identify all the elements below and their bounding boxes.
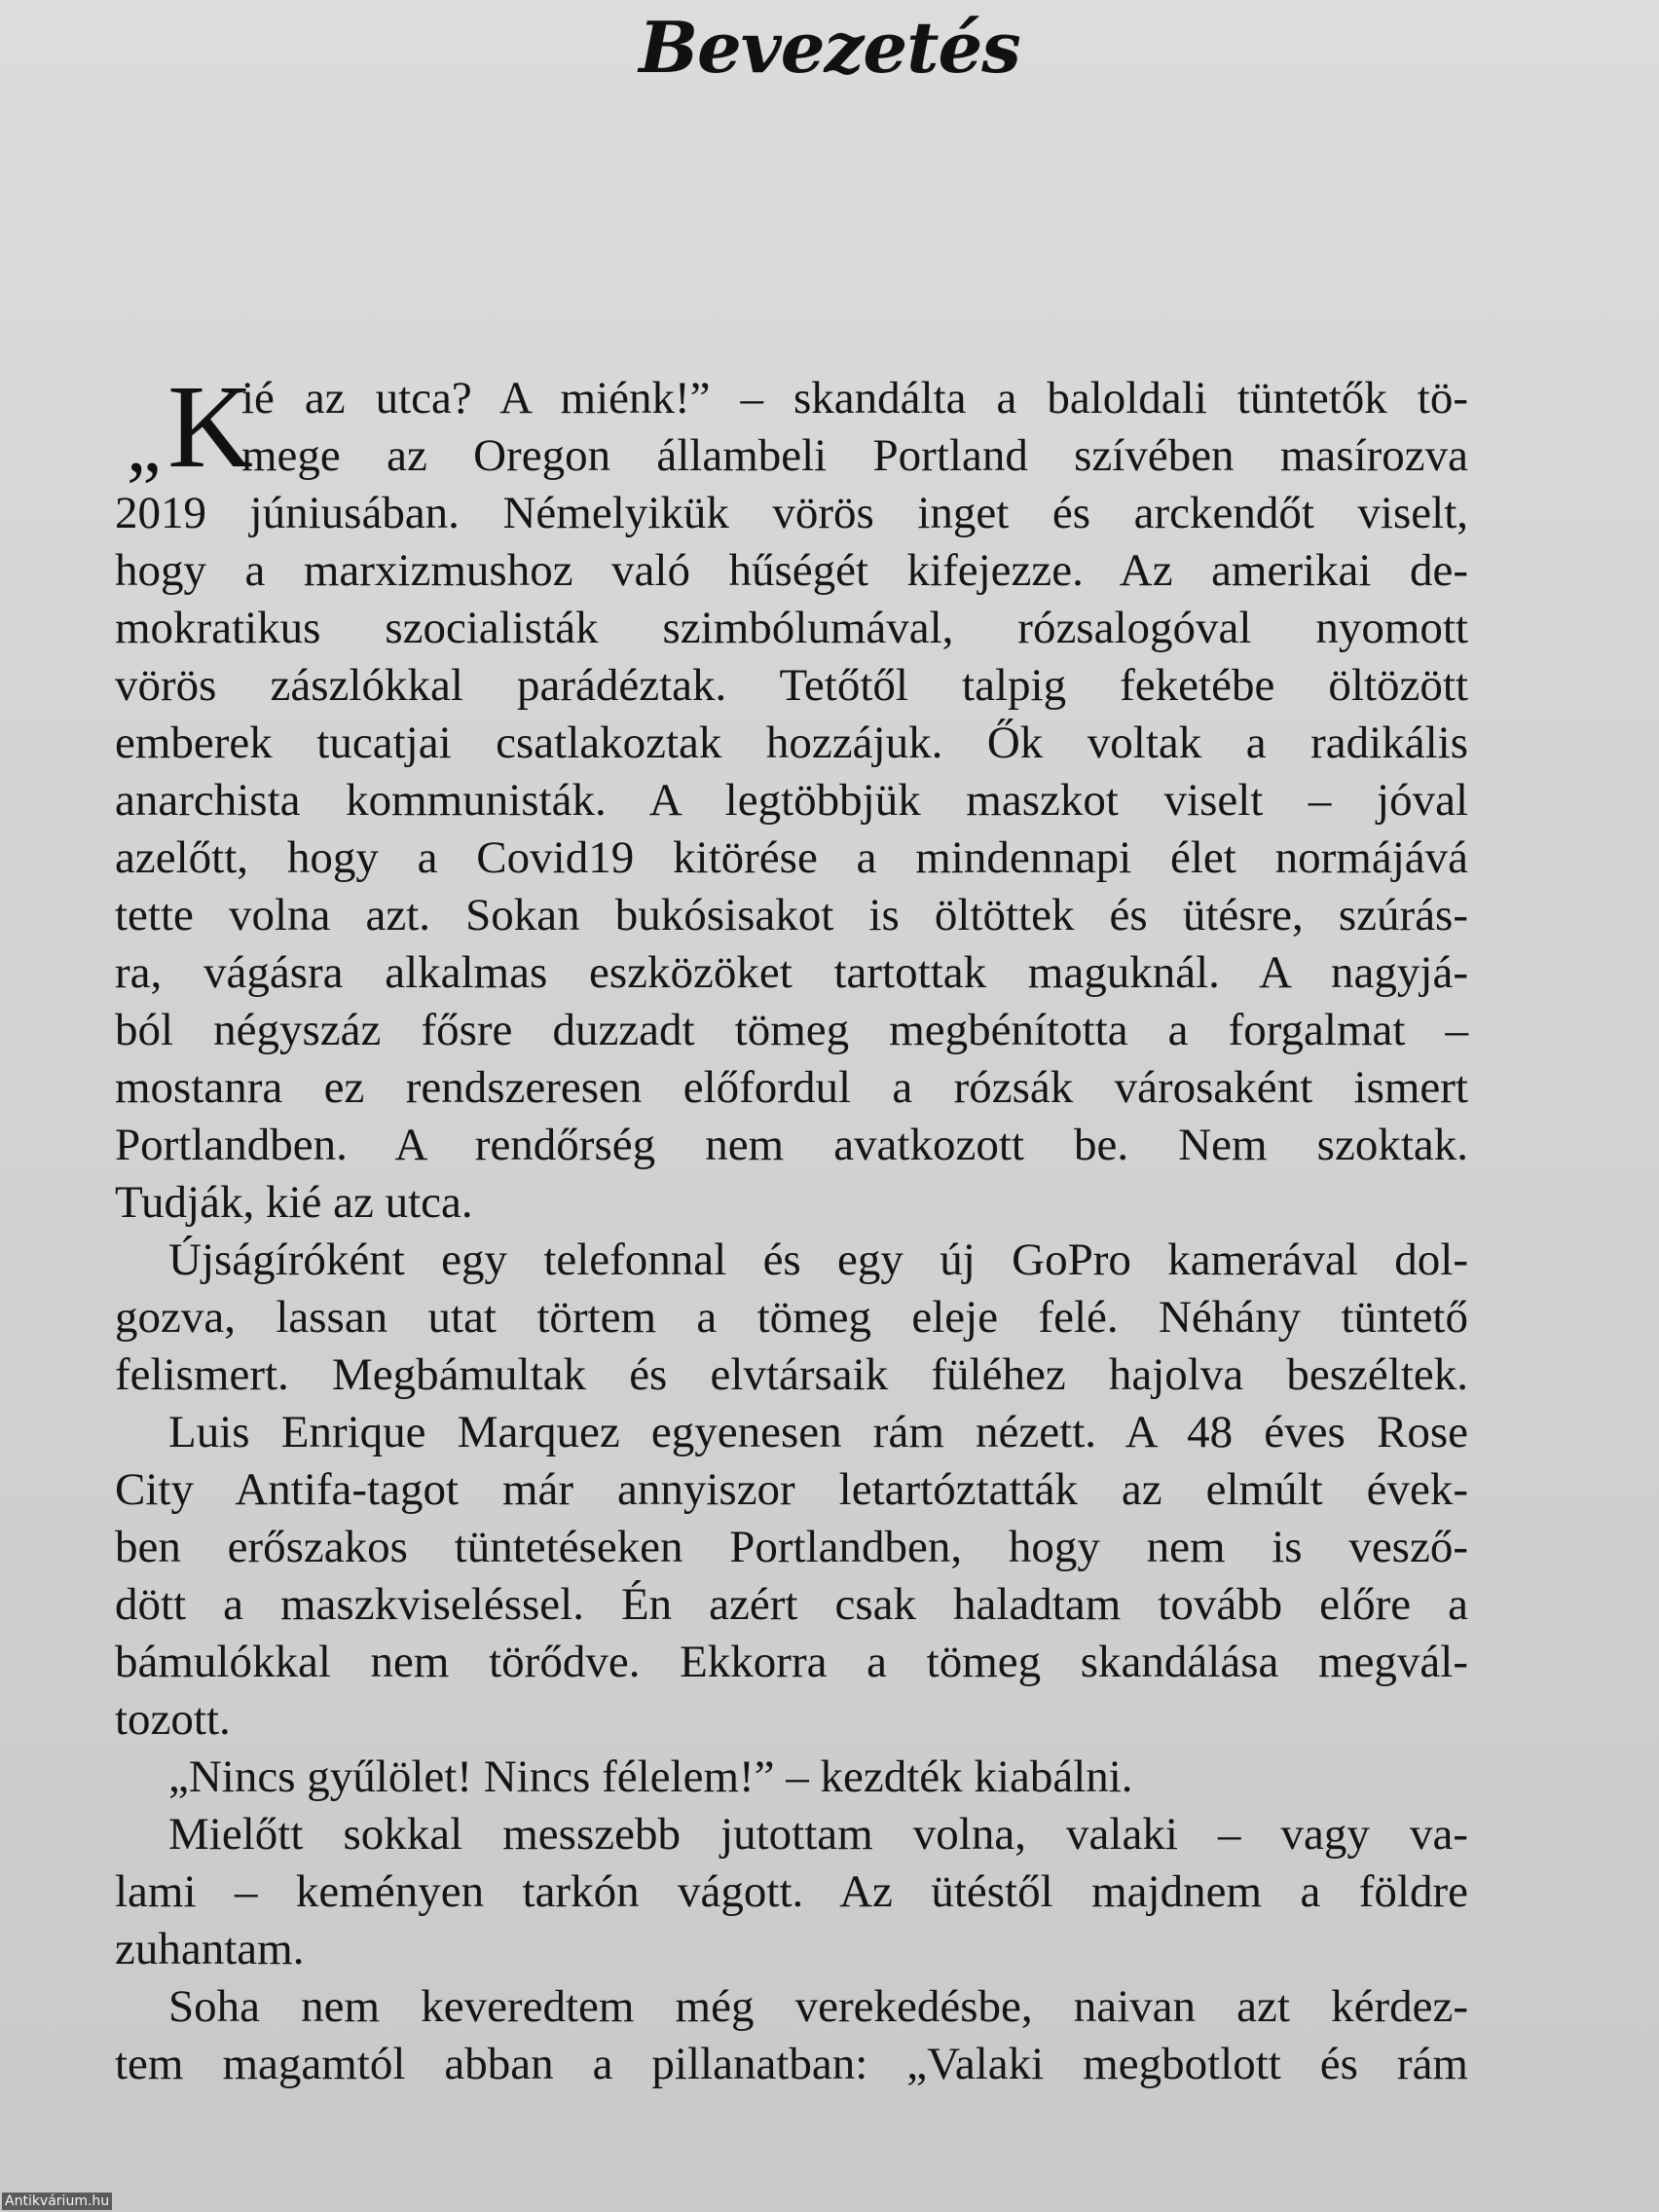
- text-line: hogy a marxizmushoz való hűségét kifejezze. Az amerikai de-: [115, 545, 1468, 596]
- text-line: Portlandben. A rendőrség nem avatkozott be. Nem szoktak.: [115, 1120, 1468, 1170]
- text-line: tette volna azt. Sokan bukósisakot is öltöttek és ütésre, szúrás-: [115, 890, 1468, 940]
- text-line: tem magamtól abban a pillanatban: „Valaki megbotlott és rám: [115, 2039, 1468, 2089]
- text-line: emberek tucatjai csatlakoztak hozzájuk. Ők voltak a radikális: [115, 718, 1468, 768]
- text-line: zuhantam.: [115, 1924, 305, 1974]
- text-line: Mielőtt sokkal messzebb jutottam volna, valaki – vagy va-: [168, 1809, 1468, 1860]
- text-line: 2019 júniusában. Némelyikük vörös inget és arckendőt viselt,: [115, 488, 1468, 538]
- text-line: mostanra ez rendszeresen előfordul a rózsák városaként ismert: [115, 1062, 1468, 1113]
- watermark: Antikvárium.hu: [2, 2193, 112, 2210]
- text-line: Luis Enrique Marquez egyenesen rám nézett. A 48 éves Rose: [168, 1407, 1468, 1457]
- text-line: lami – keményen tarkón vágott. Az ütéstől majdnem a földre: [115, 1866, 1468, 1917]
- text-line: anarchista kommunisták. A legtöbbjük maszkot viselt – jóval: [115, 775, 1468, 826]
- text-line: City Antifa-tagot már annyiszor letartóztatták az elmúlt évek-: [115, 1464, 1468, 1515]
- text-line: felismert. Megbámultak és elvtársaik füléhez hajolva beszéltek.: [115, 1349, 1468, 1400]
- text-line: ra, vágásra alkalmas eszközöket tartottak maguknál. A nagyjá-: [115, 947, 1468, 998]
- text-line: dött a maszkviseléssel. Én azért csak haladtam tovább előre a: [115, 1579, 1468, 1630]
- chapter-body: [115, 361, 1468, 2093]
- text-line: mokratikus szocialisták szimbólumával, rózsalogóval nyomott: [115, 603, 1468, 653]
- text-line: ié az utca? A miénk!” – skandálta a baloldali tüntetők tö-: [241, 373, 1468, 424]
- chapter-title: Bevezetés: [639, 6, 1020, 89]
- drop-cap-letter: K: [167, 361, 254, 493]
- text-line: bámulókkal nem törődve. Ekkorra a tömeg skandálása megvál-: [115, 1637, 1468, 1687]
- text-line: vörös zászlókkal parádéztak. Tetőtől talpig feketébe öltözött: [115, 660, 1468, 711]
- text-line: Soha nem keveredtem még verekedésbe, naivan azt kérdez-: [168, 1981, 1468, 2032]
- text-line: gozva, lassan utat törtem a tömeg eleje felé. Néhány tüntető: [115, 1292, 1468, 1343]
- text-line: Tudják, kié az utca.: [115, 1177, 473, 1228]
- text-line: mege az Oregon állambeli Portland szívében masírozva: [241, 430, 1468, 481]
- text-line: „Nincs gyűlölet! Nincs félelem!” – kezdték kiabálni.: [168, 1751, 1133, 1802]
- text-line: azelőtt, hogy a Covid19 kitörése a mindennapi élet normájává: [115, 832, 1468, 883]
- text-line: Újságíróként egy telefonnal és egy új GoPro kamerával dol-: [168, 1235, 1468, 1285]
- text-line: tozott.: [115, 1694, 231, 1745]
- text-line: ben erőszakos tüntetéseken Portlandben, hogy nem is vesző-: [115, 1522, 1468, 1572]
- drop-cap-quote: „: [127, 403, 162, 489]
- text-line: ból négyszáz fősre duzzadt tömeg megbénította a forgalmat –: [115, 1005, 1468, 1055]
